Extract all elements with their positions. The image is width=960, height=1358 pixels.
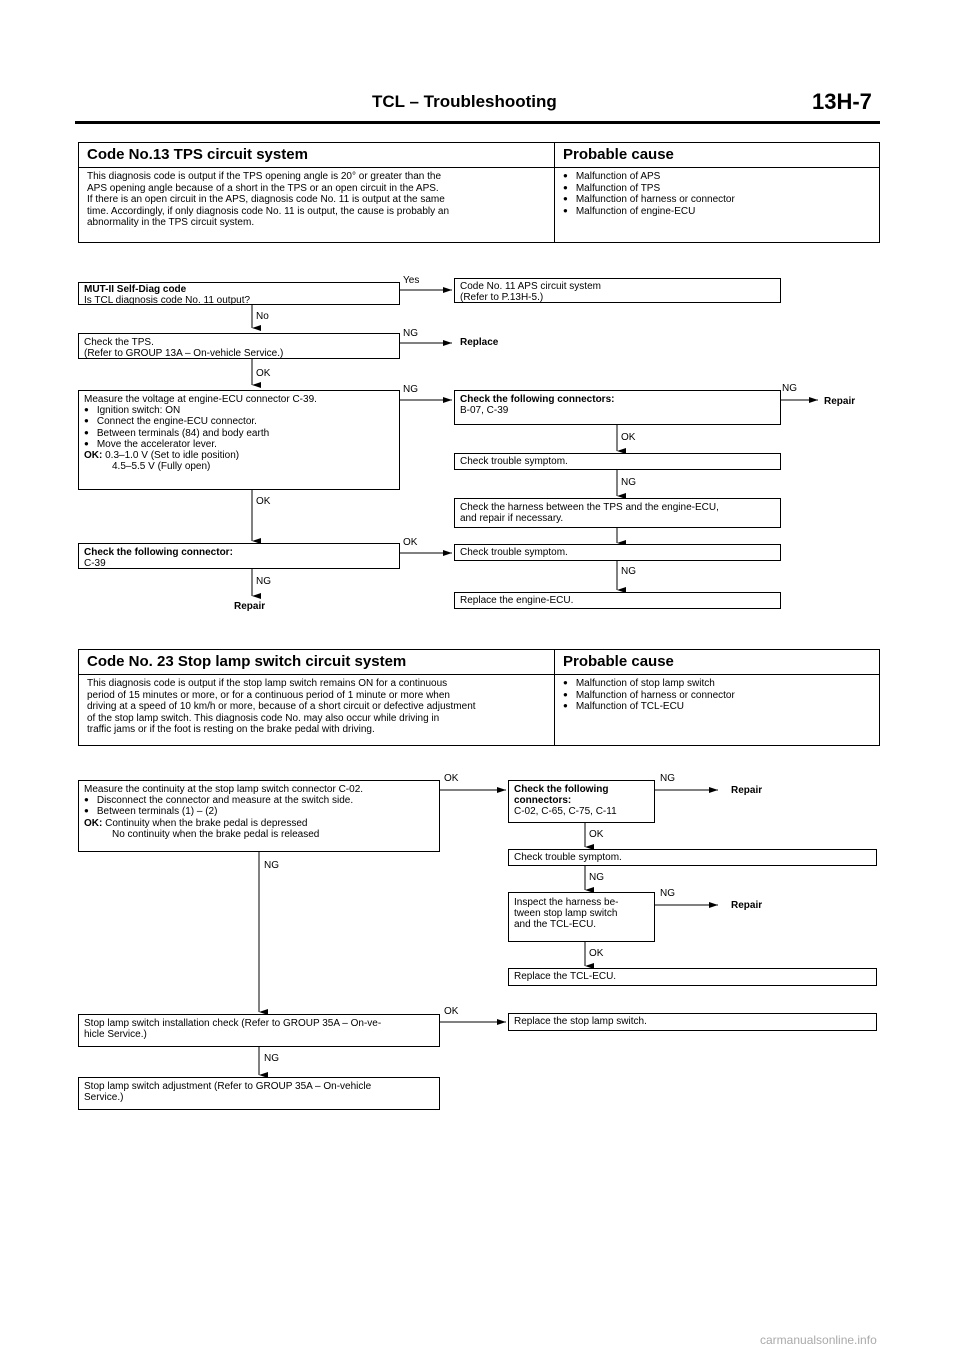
description-line: If there is an open circuit in the APS, diagnosis code No. 11 is output at the same [87,194,445,206]
cause-item: ● Malfunction of TCL-ECU [563,701,871,713]
check-tps-line: (Refer to GROUP 13A – On-vehicle Service.) [84,348,284,360]
switch-adjust-box [78,1077,440,1110]
install-check-line: Stop lamp switch installation check (Refer to GROUP 35A – On-ve- [84,1018,382,1029]
trouble-symptom-box-2 [454,544,781,561]
trouble-symptom-text: Check trouble symptom. [514,852,622,863]
page-title: TCL – Troubleshooting [372,92,557,111]
ng-label: NG [589,872,604,883]
section2-description [79,675,555,746]
continuity-line: Measure the continuity at the stop lamp switch connector C-02. [84,784,364,795]
ok-label: OK [403,537,418,548]
ng-label: NG [264,860,279,871]
check-connectors-box-2 [508,780,655,823]
measure-voltage-box [78,390,400,490]
inspect-line: Inspect the harness be- [514,897,619,908]
ok-criteria-label: OK: [84,817,103,829]
measure-bullet: ● Between terminals (84) and body earth [84,428,394,439]
yes-label: Yes [403,275,420,286]
replace-switch-text: Replace the stop lamp switch. [514,1016,647,1027]
replace-tcl-ecu-box [508,968,877,986]
aps-reference-box [454,278,781,303]
ng-label: NG [660,773,675,784]
section2-table [78,649,880,746]
page-number: 13H-7 [812,89,872,114]
check-tps-box [78,333,400,359]
repair-label: Repair [824,396,856,407]
measure-line: Measure the voltage at engine-ECU connector C-39. [84,394,317,405]
install-check-box [78,1014,440,1047]
check-connectors-title: connectors: [514,795,572,807]
ok-label: OK [621,432,636,443]
adjust-line: Stop lamp switch adjustment (Refer to GROUP 35A – On-vehicle [84,1081,372,1092]
continuity-measure-box [78,780,440,852]
trouble-symptom-text: Check trouble symptom. [460,456,568,467]
cause-item: ● Malfunction of harness or connector [563,194,871,206]
description-line: traffic jams or if the foot is resting on the brake pedal with driving. [87,724,375,736]
install-check-line: hicle Service.) [84,1029,147,1041]
ng-label: NG [621,477,636,488]
section2-cause-title: Probable cause [555,650,880,675]
check-connector-box [78,543,400,569]
aps-ref-line: Code No. 11 APS circuit system [460,281,601,292]
ng-label: NG [256,576,271,587]
description-line: This diagnosis code is output if the stop lamp switch remains ON for a continuous [87,678,448,689]
self-diag-question: Is TCL diagnosis code No. 11 output? [84,295,251,307]
cause-item: ● Malfunction of APS [563,171,871,183]
repair-label: Repair [234,601,266,612]
description-line: driving at a speed of 10 km/h or more, because of a short circuit or defective adjustment [87,701,476,713]
harness-check-box [454,498,781,528]
aps-ref-line: (Refer to P.13H-5.) [460,292,544,304]
adjust-line: Service.) [84,1092,124,1104]
section2-causes [555,675,880,746]
ok-label: OK [256,496,271,507]
trouble-symptom-box-3 [508,849,877,866]
ng-label: NG [403,328,418,339]
section1-cause-title: Probable cause [555,143,880,168]
ok-criteria-label: OK: [84,450,103,462]
description-line: This diagnosis code is output if the TPS opening angle is 20° or greater than the [87,171,442,182]
ok-label: OK [589,948,604,959]
repair-label: Repair [731,785,763,796]
check-tps-line: Check the TPS. [84,337,154,348]
ok-label: OK [444,1006,459,1017]
ng-label: NG [403,384,418,395]
ok-label: OK [256,368,271,379]
ng-label: NG [660,888,675,899]
ng-label: NG [264,1053,279,1064]
repair-label: Repair [731,900,763,911]
ok-label: OK [589,829,604,840]
description-line: period of 15 minutes or more, or for a continuous period of 1 minute or more when [87,689,450,701]
description-line: abnormality in the TPS circuit system. [87,217,255,229]
cause-item: ● Malfunction of harness or connector [563,690,871,702]
watermark: carmanualsonline.info [760,1333,877,1347]
self-diag-title: MUT-II Self-Diag code [84,284,187,295]
check-connectors-box [454,390,781,425]
ok-criteria-1: 0.3–1.0 V (Set to idle position) [105,450,240,462]
check-connectors-title: Check the following [514,784,609,795]
check-connectors-list: B-07, C-39 [460,405,509,417]
ok-label: OK [444,773,459,784]
continuity-bullet: ● Between terminals (1) – (2) [84,806,434,817]
ok-criteria-2: 4.5–5.5 V (Fully open) [112,461,211,473]
replace-tcl-ecu-text: Replace the TCL-ECU. [514,971,617,982]
trouble-symptom-box [454,453,781,470]
no-label: No [256,311,269,322]
measure-bullet: ● Ignition switch: ON [84,405,394,416]
ok-criteria-1: Continuity when the brake pedal is depressed [105,817,308,829]
continuity-bullet: ● Disconnect the connector and measure at the switch side. [84,795,434,806]
cause-item: ● Malfunction of stop lamp switch [563,678,871,690]
inspect-line: tween stop lamp switch [514,908,618,920]
check-connectors-list: C-02, C-65, C-75, C-11 [514,806,617,818]
ng-label: NG [621,566,636,577]
inspect-line: and the TCL-ECU. [514,919,597,931]
self-diag-box [78,282,400,305]
harness-line: Check the harness between the TPS and the engine-ECU, [460,502,719,513]
measure-bullet: ● Connect the engine-ECU connector. [84,416,394,427]
section2-title: Code No. 23 Stop lamp switch circuit system [79,650,555,675]
check-connectors-title: Check the following connectors: [460,394,615,405]
replace-switch-box [508,1013,877,1031]
trouble-symptom-text: Check trouble symptom. [460,547,568,558]
cause-item: ● Malfunction of engine-ECU [563,206,871,218]
check-connector-title: Check the following connector: [84,547,233,558]
replace-engine-ecu-text: Replace the engine-ECU. [460,595,574,606]
section1-title: Code No.13 TPS circuit system [79,143,555,168]
replace-engine-ecu-box [454,592,781,609]
ok-criteria-2: No continuity when the brake pedal is released [112,828,320,840]
cause-item: ● Malfunction of TPS [563,183,871,195]
description-line: APS opening angle because of a short in the TPS or an open circuit in the APS. [87,182,439,194]
check-connector-list: C-39 [84,558,106,570]
inspect-harness-box [508,892,655,942]
replace-label: Replace [460,337,499,348]
measure-bullet: ● Move the accelerator lever. [84,439,394,450]
description-line: time. Accordingly, if only diagnosis code No. 11 is output, the cause is probably an [87,205,450,217]
ng-label: NG [782,383,797,394]
harness-line: and repair if necessary. [460,513,564,525]
description-line: of the stop lamp switch. This diagnosis code No. may also occur while driving in [87,712,440,724]
